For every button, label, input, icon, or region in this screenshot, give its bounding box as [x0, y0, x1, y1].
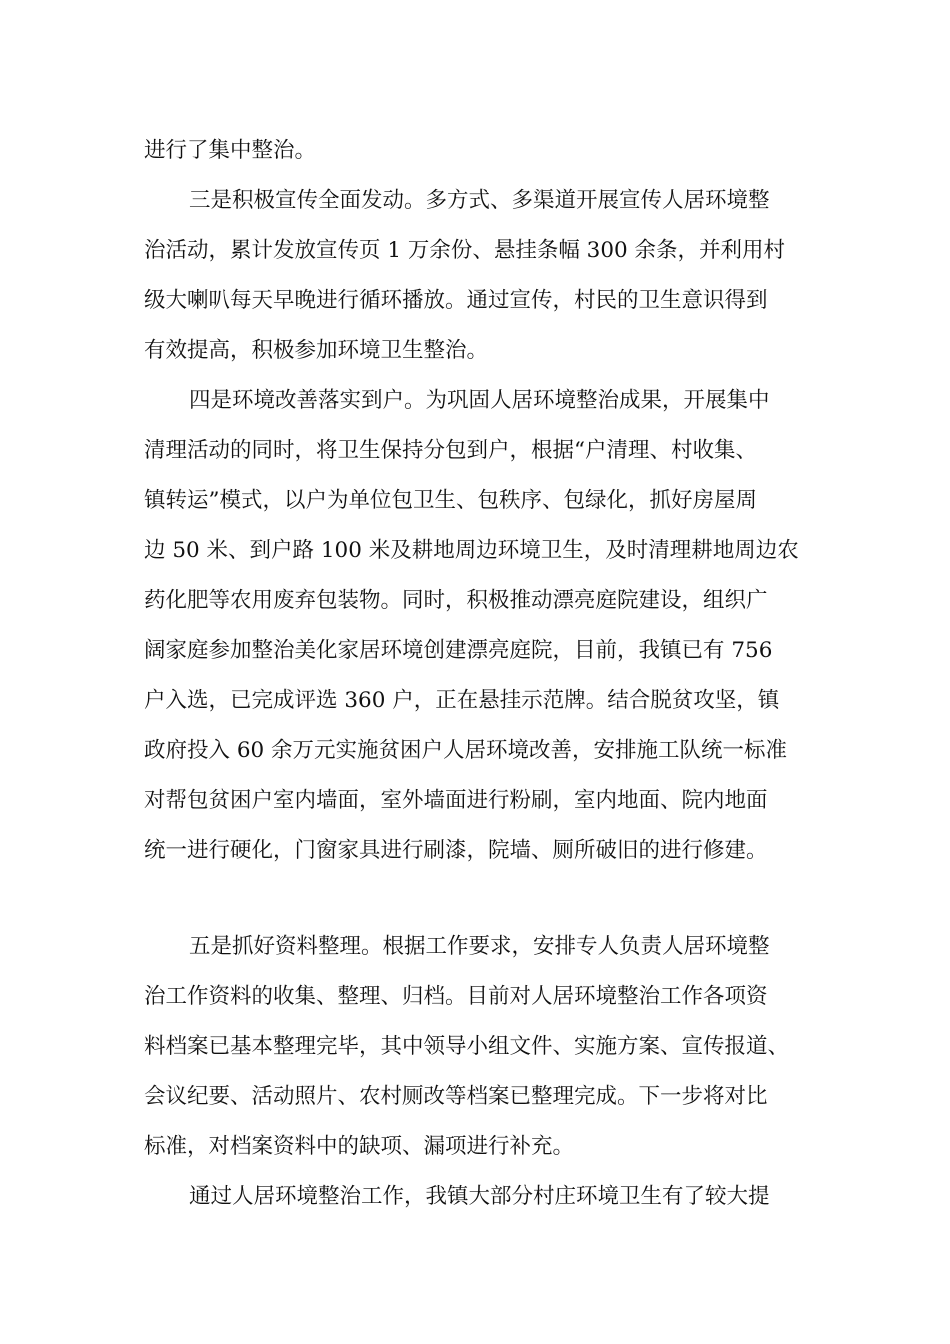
paragraph-first-line: 三是积极宣传全面发动。多方式、多渠道开展宣传人居环境整 — [189, 188, 770, 213]
text-line: 户入选，已完成评选 360 户，正在悬挂示范牌。结合脱贫攻坚，镇 — [144, 688, 780, 713]
text-line: 料档案已基本整理完毕，其中领导小组文件、实施方案、宣传报道、 — [144, 1034, 790, 1059]
text-line: 政府投入 60 余万元实施贫困户人居环境改善，安排施工队统一标准 — [144, 738, 788, 763]
text-line: 对帮包贫困户室内墙面，室外墙面进行粉刷，室内地面、院内地面 — [144, 788, 768, 813]
text-line: 药化肥等农用废弃包装物。同时，积极推动漂亮庭院建设，组织广 — [144, 588, 768, 613]
text-line: 阔家庭参加整治美化家居环境创建漂亮庭院，目前，我镇已有 756 — [144, 638, 773, 663]
text-line: 统一进行硬化，门窗家具进行刷漆，院墙、厕所破旧的进行修建。 — [144, 838, 768, 863]
text-line: 镇转运”模式，以户为单位包卫生、包秩序、包绿化，抓好房屋周 — [144, 488, 757, 513]
text-line: 治工作资料的收集、整理、归档。目前对人居环境整治工作各项资 — [144, 984, 768, 1009]
text-line: 标准，对档案资料中的缺项、漏项进行补充。 — [144, 1134, 575, 1159]
text-line: 有效提高，积极参加环境卫生整治。 — [144, 338, 489, 363]
paragraph-first-line: 通过人居环境整治工作，我镇大部分村庄环境卫生有了较大提 — [189, 1184, 770, 1209]
text-line: 级大喇叭每天早晚进行循环播放。通过宣传，村民的卫生意识得到 — [144, 288, 768, 313]
text-line: 进行了集中整治。 — [144, 138, 317, 163]
text-line: 治活动，累计发放宣传页 1 万余份、悬挂条幅 300 余条，并利用村 — [144, 238, 786, 263]
text-line: 清理活动的同时，将卫生保持分包到户，根据“户清理、村收集、 — [144, 438, 757, 463]
paragraph-first-line: 四是环境改善落实到户。为巩固人居环境整治成果，开展集中 — [189, 388, 770, 413]
paragraph-first-line: 五是抓好资料整理。根据工作要求，安排专人负责人居环境整 — [189, 934, 770, 959]
text-line: 会议纪要、活动照片、农村厕改等档案已整理完成。下一步将对比 — [144, 1084, 768, 1109]
text-line: 边 50 米、到户路 100 米及耕地周边环境卫生，及时清理耕地周边农 — [144, 538, 799, 563]
